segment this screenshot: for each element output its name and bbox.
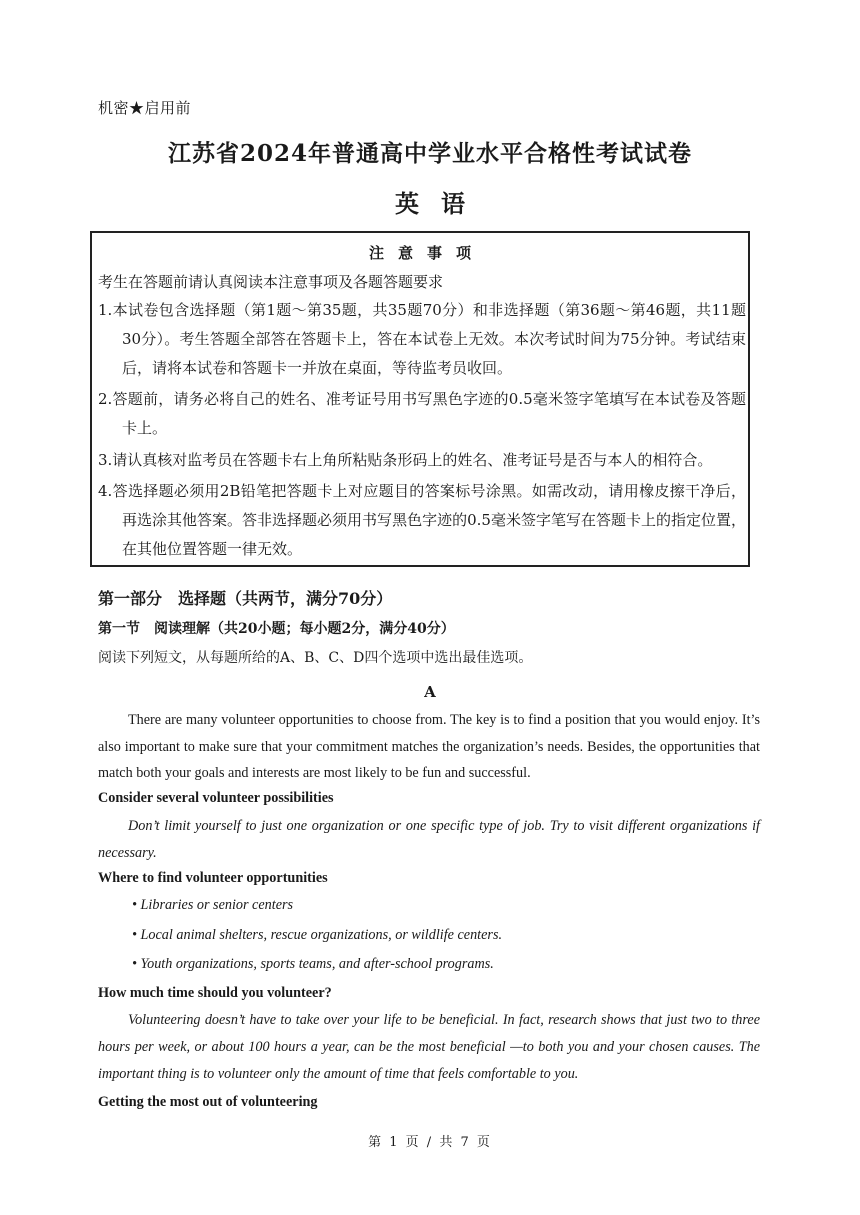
exam-title: 江苏省2024年普通高中学业水平合格性考试试卷 <box>167 140 692 167</box>
passage-subheading: Consider several volunteer possibilities <box>98 790 334 806</box>
passage-subheading: Where to find volunteer opportunities <box>98 870 328 886</box>
list-item: • Libraries or senior centers <box>132 897 294 913</box>
notice-heading: 注意事项 <box>368 244 485 262</box>
list-item: • Local animal shelters, rescue organizations, or wildlife centers. <box>132 927 503 943</box>
passage-subheading: Getting the most out of volunteering <box>98 1094 318 1110</box>
passage-paragraph: There are many volunteer opportunities to choose from. The key is to find a position that you would enjoy. It’s also important to make sure that your commitment matches the organization’s needs. Besides, the opportunities that match both your goals and interests are most likely to be fun and successful. <box>98 712 760 781</box>
notice-intro: 考生在答题前请认真阅读本注意事项及各题答题要求 <box>98 273 444 291</box>
section-instruction: 阅读下列短文，从每题所给的A、B、C、D四个选项中选出最佳选项。 <box>98 650 533 666</box>
passage-subheading: How much time should you volunteer? <box>98 985 332 1001</box>
notice-item: 1.本试卷包含选择题（第1题～第35题，共35题70分）和非选择题（第36题～第46题，共11题30分）。考生答题全部答在答题卡上，答在本试卷上无效。本次考试时间为75分钟。考试结束后，请将本试卷和答题卡一并放在桌面，等待监考员收回。 <box>98 301 746 377</box>
passage-paragraph: Volunteering doesn’t have to take over your life to be beneficial. In fact, research shows that just two to three hours per week, or about 100 hours a year, can be the most beneficial —to both you and your chosen causes. The important thing is to volunteer only the amount of time that feels comfortable to you. <box>98 1012 760 1082</box>
notice-item: 2.答题前，请务必将自己的姓名、准考证号用书写黑色字迹的0.5毫米签字笔填写在本试卷及答题卡上。 <box>98 390 746 437</box>
notice-item: 3.请认真核对监考员在答题卡右上角所粘贴条形码上的姓名、准考证号是否与本人的相符合。 <box>98 451 713 469</box>
passage-label: A <box>424 683 436 701</box>
subject-title: 英语 <box>395 189 487 218</box>
notice-box <box>90 231 750 567</box>
passage-paragraph: Don’t limit yourself to just one organization or one specific type of job. Try to visit different organizations if necessary. <box>98 818 760 861</box>
list-item: • Youth organizations, sports teams, and after-school programs. <box>132 956 494 972</box>
classification-label: 机密★启用前 <box>98 99 192 117</box>
part-title: 第一部分 选择题（共两节，满分70分） <box>98 589 393 608</box>
section-title: 第一节 阅读理解（共20小题；每小题2分，满分40分） <box>98 621 455 637</box>
page-number: 第 1 页 / 共 7 页 <box>368 1135 492 1150</box>
notice-item: 4.答选择题必须用2B铅笔把答题卡上对应题目的答案标号涂黑。如需改动，请用橡皮擦干净后，再选涂其他答案。答非选择题必须用书写黑色字迹的0.5毫米签字笔写在答题卡上的指定位置，在其他位置答题一律无效。 <box>98 482 746 558</box>
